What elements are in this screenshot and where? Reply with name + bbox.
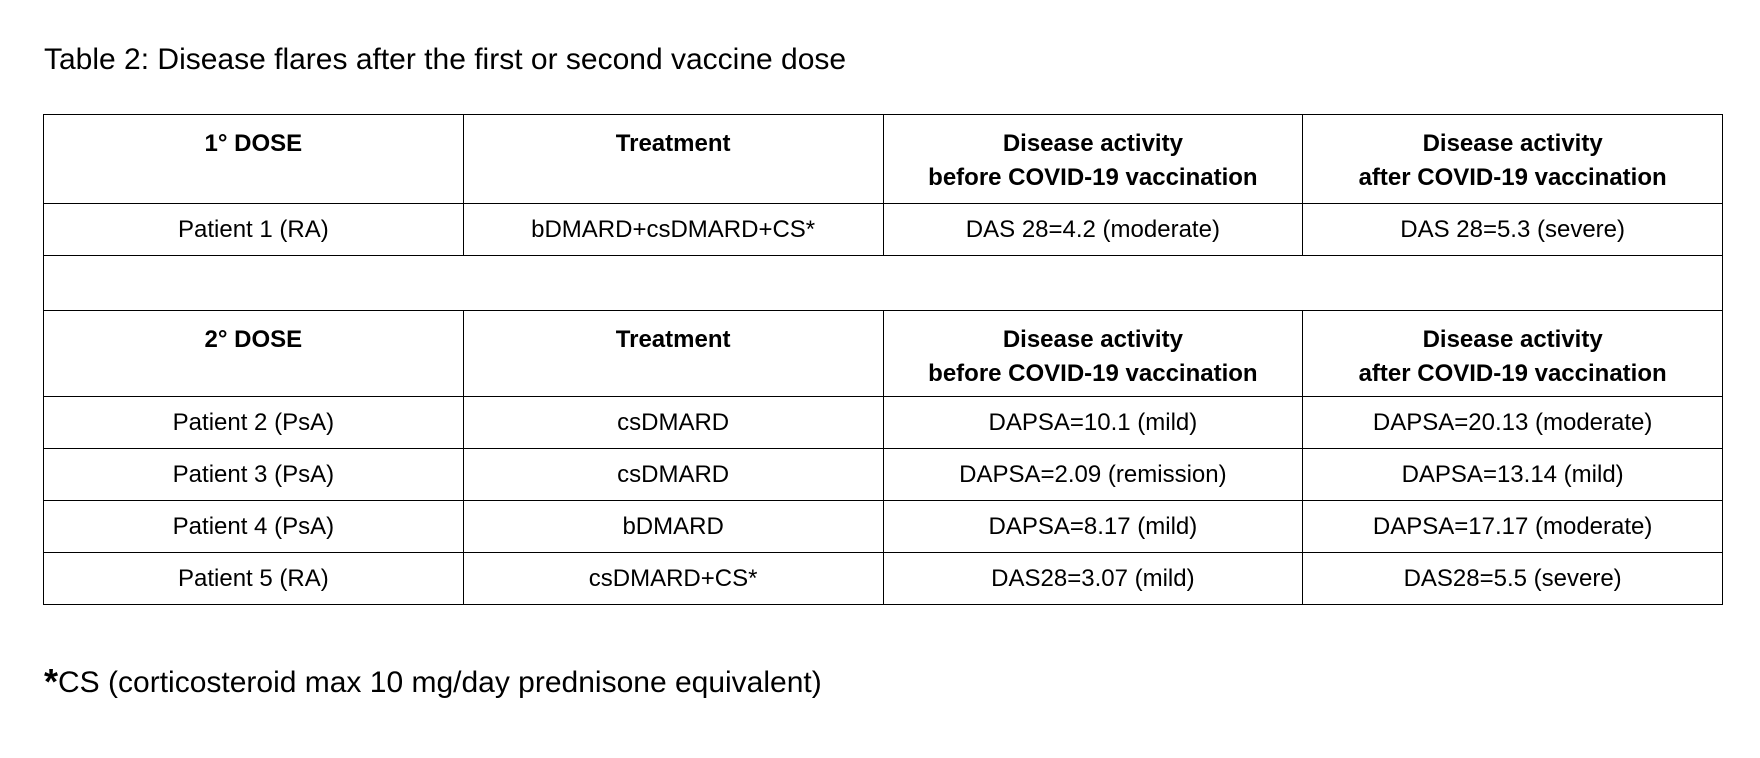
treatment-cell: bDMARD [463, 501, 883, 553]
dose2-header-cell: 2° DOSE [44, 311, 464, 397]
patient-cell: Patient 1 (RA) [44, 204, 464, 256]
dose2-header-row [44, 311, 1723, 397]
activity-before-cell: DAS28=3.07 (mild) [883, 553, 1303, 605]
activity-after-cell: DAPSA=17.17 (moderate) [1303, 501, 1723, 553]
table-row [44, 449, 1723, 501]
activity-before-cell: DAS 28=4.2 (moderate) [883, 204, 1303, 256]
treatment-header-cell: Treatment [463, 115, 883, 204]
treatment-cell: csDMARD [463, 449, 883, 501]
activity-after-cell: DAS 28=5.3 (severe) [1303, 204, 1723, 256]
spacer-row [44, 256, 1723, 311]
patient-cell: Patient 5 (RA) [44, 553, 464, 605]
table-row [44, 397, 1723, 449]
footnote-text: CS (corticosteroid max 10 mg/day prednisone equivalent) [58, 666, 822, 699]
disease-flares-table [43, 114, 1723, 605]
treatment-cell: csDMARD [463, 397, 883, 449]
before-vaccination-header-cell: Disease activity before COVID-19 vaccination [883, 115, 1303, 204]
activity-after-cell: DAPSA=20.13 (moderate) [1303, 397, 1723, 449]
table-caption: Table 2: Disease flares after the first or second vaccine dose [44, 43, 847, 76]
treatment-cell: csDMARD+CS* [463, 553, 883, 605]
patient-cell: Patient 4 (PsA) [44, 501, 464, 553]
after-vaccination-header-cell: Disease activity after COVID-19 vaccination [1303, 115, 1723, 204]
spacer-cell [44, 256, 1723, 311]
before-vaccination-header-cell: Disease activity before COVID-19 vaccination [883, 311, 1303, 397]
footnote [44, 662, 822, 703]
activity-before-cell: DAPSA=2.09 (remission) [883, 449, 1303, 501]
treatment-cell: bDMARD+csDMARD+CS* [463, 204, 883, 256]
patient-cell: Patient 3 (PsA) [44, 449, 464, 501]
dose1-header-row [44, 115, 1723, 204]
patient-cell: Patient 2 (PsA) [44, 397, 464, 449]
activity-before-cell: DAPSA=8.17 (mild) [883, 501, 1303, 553]
footnote-marker: * [44, 661, 59, 702]
treatment-header-cell: Treatment [463, 311, 883, 397]
dose1-header-cell: 1° DOSE [44, 115, 464, 204]
table-row [44, 204, 1723, 256]
after-vaccination-header-cell: Disease activity after COVID-19 vaccination [1303, 311, 1723, 397]
activity-before-cell: DAPSA=10.1 (mild) [883, 397, 1303, 449]
table-row [44, 553, 1723, 605]
activity-after-cell: DAS28=5.5 (severe) [1303, 553, 1723, 605]
activity-after-cell: DAPSA=13.14 (mild) [1303, 449, 1723, 501]
table-row [44, 501, 1723, 553]
